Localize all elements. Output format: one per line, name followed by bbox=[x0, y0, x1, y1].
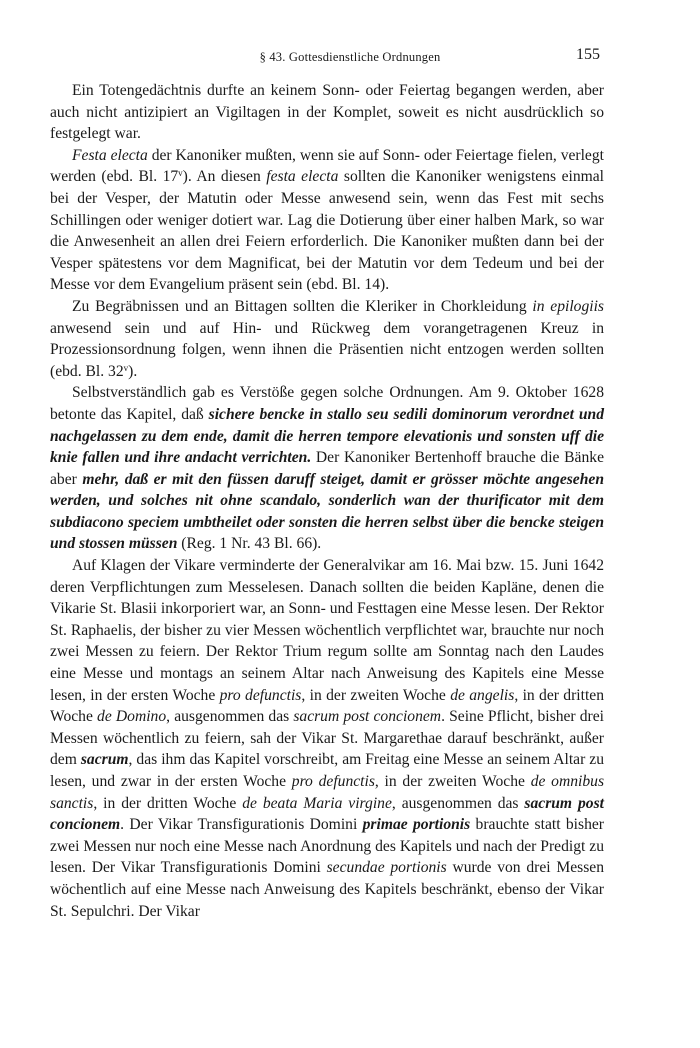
text-run: , in der dritten Woche bbox=[50, 686, 605, 726]
running-head: § 43. Gottesdienstliche Ordnungen bbox=[259, 50, 441, 64]
italic-text: festa electa bbox=[266, 168, 339, 186]
text-run: der Kanoniker mußten, wenn sie auf Sonn- oder Feiertage fielen, verlegt werden (ebd. Bl. 17 bbox=[50, 146, 604, 186]
text-run: , in der zweiten Woche bbox=[374, 773, 531, 790]
paragraph bbox=[50, 80, 604, 145]
italic-text: pro defunctis bbox=[291, 773, 375, 790]
text-run: , ausgenommen das bbox=[391, 794, 525, 812]
quotation-text: primae portionis bbox=[362, 816, 471, 834]
text-run: , das ihm das Kapitel vorschreibt, am Freitag eine Messe an seinem Altar zu lesen, und zwar in der ersten Woche bbox=[50, 751, 605, 790]
italic-text: secundae portionis bbox=[326, 859, 447, 877]
text-run: , in der dritten Woche bbox=[93, 794, 243, 812]
paragraph bbox=[50, 555, 604, 922]
text-run: anwesend sein und auf Hin- und Rückweg dem vorangetragenen Kreuz in Prozessionsordnung folgen, wenn ihnen die Präsentien nicht entzogen werden sollten (ebd. Bl. 32 bbox=[50, 319, 604, 380]
text-run: brauchte statt bisher zwei Messen nur noch eine Messe nach Anordnung des Kapitels und nach der Predigt zu lesen. Der Vikar Transfigurationis Domini bbox=[50, 816, 604, 877]
quotation-text: sacrum post concionem bbox=[50, 794, 604, 834]
quotation-text: sichere bencke in stallo seu sedili dominorum verordnet und nachgelassen zu dem ende, damit die herren tempore elevationis und sonsten uff die knie fallen und ihre andacht verrichten. bbox=[50, 405, 604, 467]
page-number: 155 bbox=[576, 46, 600, 63]
superscript: v bbox=[123, 362, 129, 373]
text-run: (Reg. 1 Nr. 43 Bl. 66). bbox=[177, 535, 322, 553]
text-run: . Seine Pflicht, bisher drei Messen wöchentlich zu feiern, sah der Vikar St. Margarethae darauf beschränkt, außer dem bbox=[50, 708, 604, 769]
paragraph bbox=[50, 145, 604, 296]
text-run: ). An diesen bbox=[182, 168, 267, 186]
paragraph bbox=[50, 382, 604, 555]
italic-text: de Domino bbox=[97, 708, 167, 726]
text-run: , in der zweiten Woche bbox=[301, 686, 451, 704]
text-run: Der Kanoniker Bertenhoff brauche die Bänke aber bbox=[50, 449, 604, 488]
text-run: Auf Klagen der Vikare verminderte der Generalvikar am 16. Mai bzw. 15. Juni 1642 deren Verpflichtungen zum Messelesen. Danach sollten die beiden Kapläne, denen die Vikarie St. Blasii inkorporiert war, an Sonn- und Festtagen eine Messe lesen. Der Rektor St. Raphaelis, der bisher zu vier Messen wöchentlich verpflichtet war, brauchte nur noch zwei Messen zu feiern. Der Rektor Trium regum sollte am Sonntag nach den Laudes eine Messe und montags an seinem Altar nach Anweisung des Kapitels eine Messe lesen, in der ersten Woche bbox=[50, 557, 604, 704]
italic-text: Festa electa bbox=[72, 146, 148, 164]
text-run: ). bbox=[128, 362, 138, 380]
quotation-text: mehr, daß er mit den füssen daruff steiget, damit er grösser möchte angesehen werden, und solches nit ohne scandalo, sonderlich wan der thurificator mit dem subdiacono speciem umbtheilet oder sonsten die herren selbst über die bencke steigen und stossen müssen bbox=[50, 470, 604, 553]
italic-text: sacrum post concionem bbox=[293, 708, 442, 726]
italic-text: de omnibus sanctis bbox=[50, 773, 605, 812]
text-run: sollten die Kanoniker wenigstens einmal bei der Vesper, der Matutin oder Messe anwesend sein, wenn das Fest mit sechs Schillingen oder weniger dotiert war. Lag die Dotierung über einer halben Mark, so war die Anwesenheit an allen drei Feiern erforderlich. Die Kanoniker mußten dann bei der Vesper spätestens vor dem Magnificat, bei der Matutin vor dem Tedeum und bei der Messe vor dem Evangelium präsent sein (ebd. Bl. 14). bbox=[50, 168, 605, 294]
text-run: . Der Vikar Transfigurationis Domini bbox=[120, 816, 363, 834]
superscript: v bbox=[178, 168, 183, 179]
text-run: , ausgenommen das bbox=[166, 708, 294, 726]
text-run: Ein Totengedächtnis durfte an keinem Sonn- oder Feiertag begangen werden, aber auch nicht antizipiert an Vigiltagen in der Komplet, soweit es nicht ausdrücklich so festgelegt war. bbox=[50, 82, 604, 143]
page-header bbox=[0, 46, 700, 68]
text-run: Selbstverständlich gab es Verstöße gegen solche Ordnungen. Am 9. Oktober 1628 betonte das Kapitel, daß bbox=[50, 384, 604, 423]
text-run: Zu Begräbnissen und an Bittagen sollten die Kleriker in Chorkleidung bbox=[72, 297, 533, 315]
italic-text: in epilogiis bbox=[532, 297, 604, 315]
paragraph bbox=[50, 296, 604, 382]
text-run: wurde von drei Messen wöchentlich auf eine Messe nach Anweisung des Kapitels beschränkt, ebenso der Vikar St. Sepulchri. Der Vikar bbox=[50, 859, 604, 920]
italic-text: de angelis bbox=[450, 686, 515, 704]
italic-text: de beata Maria virgine bbox=[242, 794, 392, 812]
italic-text: pro defunctis bbox=[219, 686, 302, 704]
body-text bbox=[50, 80, 604, 922]
quotation-text: sacrum bbox=[80, 751, 129, 769]
